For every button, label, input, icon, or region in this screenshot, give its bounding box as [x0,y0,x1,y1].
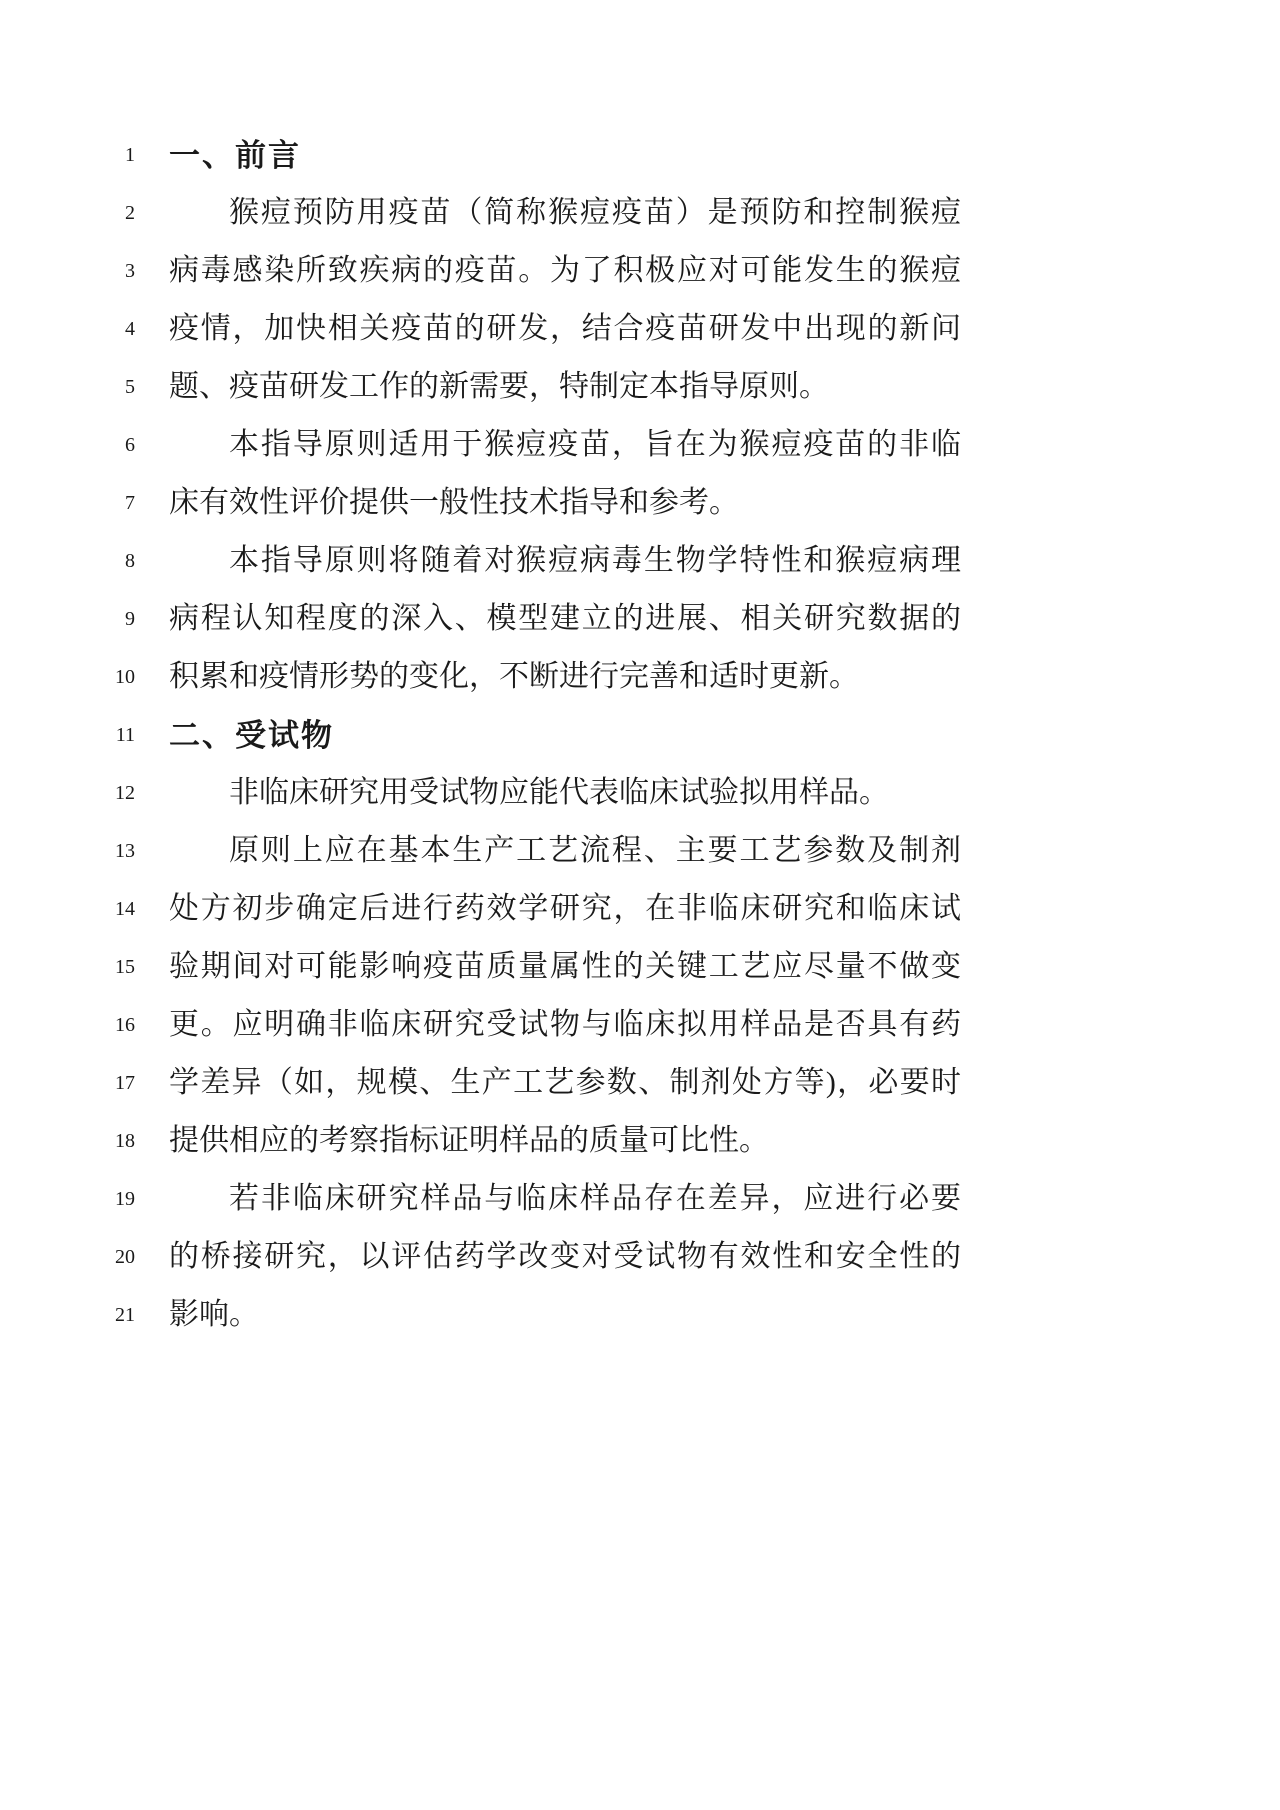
line-text: 本指导原则将随着对猴痘病毒生物学特性和猴痘病理 [229,544,961,577]
section-heading: 二、受试物 [169,717,334,753]
line-text: 若非临床研究样品与临床样品存在差异，应进行必要 [229,1182,961,1215]
line-number: 1 [125,143,135,166]
line-text: 床有效性评价提供一般性技术指导和参考。 [169,486,739,519]
document-line [0,1228,1280,1286]
line-number: 12 [115,781,135,804]
document-line [0,764,1280,822]
line-text: 学差异（如，规模、生产工艺参数、制剂处方等)，必要时 [169,1066,961,1099]
line-text: 影响。 [169,1298,259,1331]
document-line [0,1112,1280,1170]
document-line [0,822,1280,880]
line-number: 21 [115,1303,135,1326]
line-text: 的桥接研究，以评估药学改变对受试物有效性和安全性的 [169,1240,961,1273]
document-line [0,996,1280,1054]
line-number: 2 [125,201,135,224]
document-line [0,648,1280,706]
line-number: 20 [115,1245,135,1268]
document-line [0,358,1280,416]
line-number: 10 [115,665,135,688]
document-line [0,242,1280,300]
line-number: 14 [115,897,135,920]
line-text: 提供相应的考察指标证明样品的质量可比性。 [169,1124,769,1157]
line-text: 更。应明确非临床研究受试物与临床拟用样品是否具有药 [169,1008,961,1041]
line-number: 7 [125,491,135,514]
document-line [0,126,1280,184]
line-text: 处方初步确定后进行药效学研究，在非临床研究和临床试 [169,892,961,925]
line-text: 非临床研究用受试物应能代表临床试验拟用样品。 [229,776,889,809]
line-number: 15 [115,955,135,978]
line-number: 3 [125,259,135,282]
line-text: 题、疫苗研发工作的新需要，特制定本指导原则。 [169,370,829,403]
line-number: 8 [125,549,135,572]
line-number: 6 [125,433,135,456]
line-text: 原则上应在基本生产工艺流程、主要工艺参数及制剂 [229,834,961,867]
line-number: 4 [125,317,135,340]
line-number: 5 [125,375,135,398]
document-line [0,416,1280,474]
document-line [0,1286,1280,1344]
line-number: 11 [115,723,135,746]
line-number: 13 [115,839,135,862]
line-number: 18 [115,1129,135,1152]
line-text: 病程认知程度的深入、模型建立的进展、相关研究数据的 [169,602,961,635]
line-number: 16 [115,1013,135,1036]
document-line [0,938,1280,996]
document-line [0,880,1280,938]
line-text: 本指导原则适用于猴痘疫苗，旨在为猴痘疫苗的非临 [229,428,961,461]
line-text: 积累和疫情形势的变化，不断进行完善和适时更新。 [169,660,859,693]
section-heading: 一、前言 [169,137,301,173]
document-line [0,1054,1280,1112]
line-text: 验期间对可能影响疫苗质量属性的关键工艺应尽量不做变 [169,950,961,983]
line-number: 9 [125,607,135,630]
line-number: 19 [115,1187,135,1210]
document-line [0,474,1280,532]
line-number: 17 [115,1071,135,1094]
document-line [0,590,1280,648]
document-line [0,184,1280,242]
line-text: 猴痘预防用疫苗（简称猴痘疫苗）是预防和控制猴痘 [229,196,961,229]
line-text: 疫情，加快相关疫苗的研发，结合疫苗研发中出现的新问 [169,312,961,345]
document-line [0,1170,1280,1228]
document-line [0,300,1280,358]
document-line [0,532,1280,590]
line-text: 病毒感染所致疾病的疫苗。为了积极应对可能发生的猴痘 [169,254,961,287]
document-line [0,706,1280,764]
